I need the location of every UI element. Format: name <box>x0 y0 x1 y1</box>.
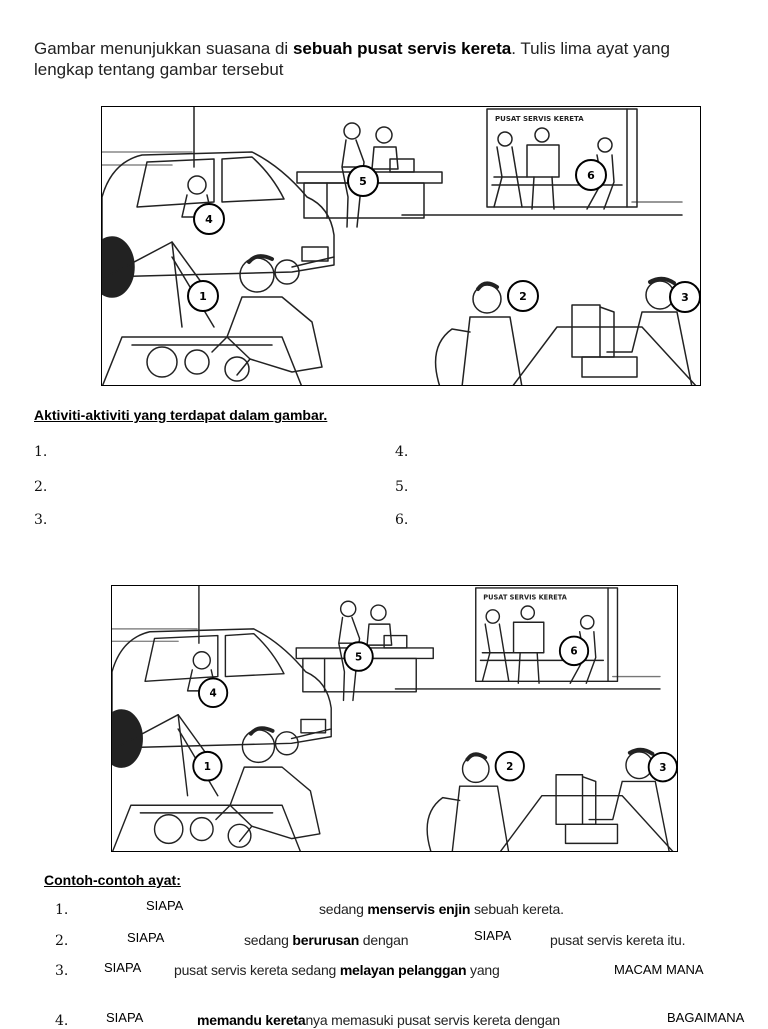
example-sentence-1: sedang menservis enjin sebuah kereta. <box>319 901 564 917</box>
marker-2: 2 <box>506 760 514 773</box>
example-sentence-3: pusat servis kereta sedang melayan pelanggan yang <box>174 962 500 978</box>
instruction-part: Gambar menunjukkan suasana di <box>34 39 293 58</box>
example-number-3: 3. <box>55 963 69 979</box>
marker-4: 4 <box>205 213 213 226</box>
example-sentence-4: memandu keretanya memasuki pusat servis kereta dengan <box>197 1012 560 1028</box>
marker-3: 3 <box>681 291 689 304</box>
activity-number-6: 6. <box>395 512 409 528</box>
service-center-picture-2 <box>111 585 678 852</box>
placeholder-siapa: SIAPA <box>474 928 512 943</box>
marker-3: 3 <box>659 761 667 774</box>
placeholder-bagaimana: BAGAIMANA <box>667 1010 745 1025</box>
service-center-picture <box>101 106 701 386</box>
marker-5: 5 <box>354 651 363 664</box>
marker-6: 6 <box>587 169 595 182</box>
service-sign-2: PUSAT SERVIS KERETA <box>483 593 567 602</box>
service-center-illustration-2 <box>112 586 677 851</box>
activity-number-3: 3. <box>34 512 48 528</box>
activity-number-1: 1. <box>34 444 48 460</box>
activity-number-2: 2. <box>34 479 48 495</box>
marker-2: 2 <box>519 290 527 303</box>
service-center-illustration <box>102 107 700 385</box>
activity-number-5: 5. <box>395 479 409 495</box>
instruction-text <box>34 38 734 80</box>
instruction-part: . Tulis lima ayat yang lengkap tentang gambar tersebut <box>34 39 670 79</box>
activity-number-4: 4. <box>395 444 409 460</box>
marker-4: 4 <box>209 687 217 700</box>
marker-1: 1 <box>199 290 207 303</box>
example-number-2: 2. <box>55 933 69 949</box>
example-sentence-2a: sedang berurusan dengan <box>244 932 409 948</box>
example-number-1: 1. <box>55 902 69 918</box>
placeholder-siapa: SIAPA <box>104 960 142 975</box>
marker-1: 1 <box>203 760 212 773</box>
marker-6: 6 <box>570 645 578 658</box>
placeholder-siapa: SIAPA <box>106 1010 144 1025</box>
instruction-bold: sebuah pusat servis kereta <box>292 39 512 58</box>
activities-heading: Aktiviti-aktiviti yang terdapat dalam gambar. <box>34 407 328 423</box>
examples-heading: Contoh-contoh ayat: <box>44 872 181 888</box>
example-sentence-2b: pusat servis kereta itu. <box>550 932 686 948</box>
marker-5: 5 <box>359 175 367 188</box>
placeholder-macam-mana: MACAM MANA <box>614 962 704 977</box>
service-sign: PUSAT SERVIS KERETA <box>495 115 584 123</box>
example-number-4: 4. <box>55 1013 69 1029</box>
placeholder-siapa: SIAPA <box>127 930 165 945</box>
placeholder-siapa: SIAPA <box>146 898 184 913</box>
